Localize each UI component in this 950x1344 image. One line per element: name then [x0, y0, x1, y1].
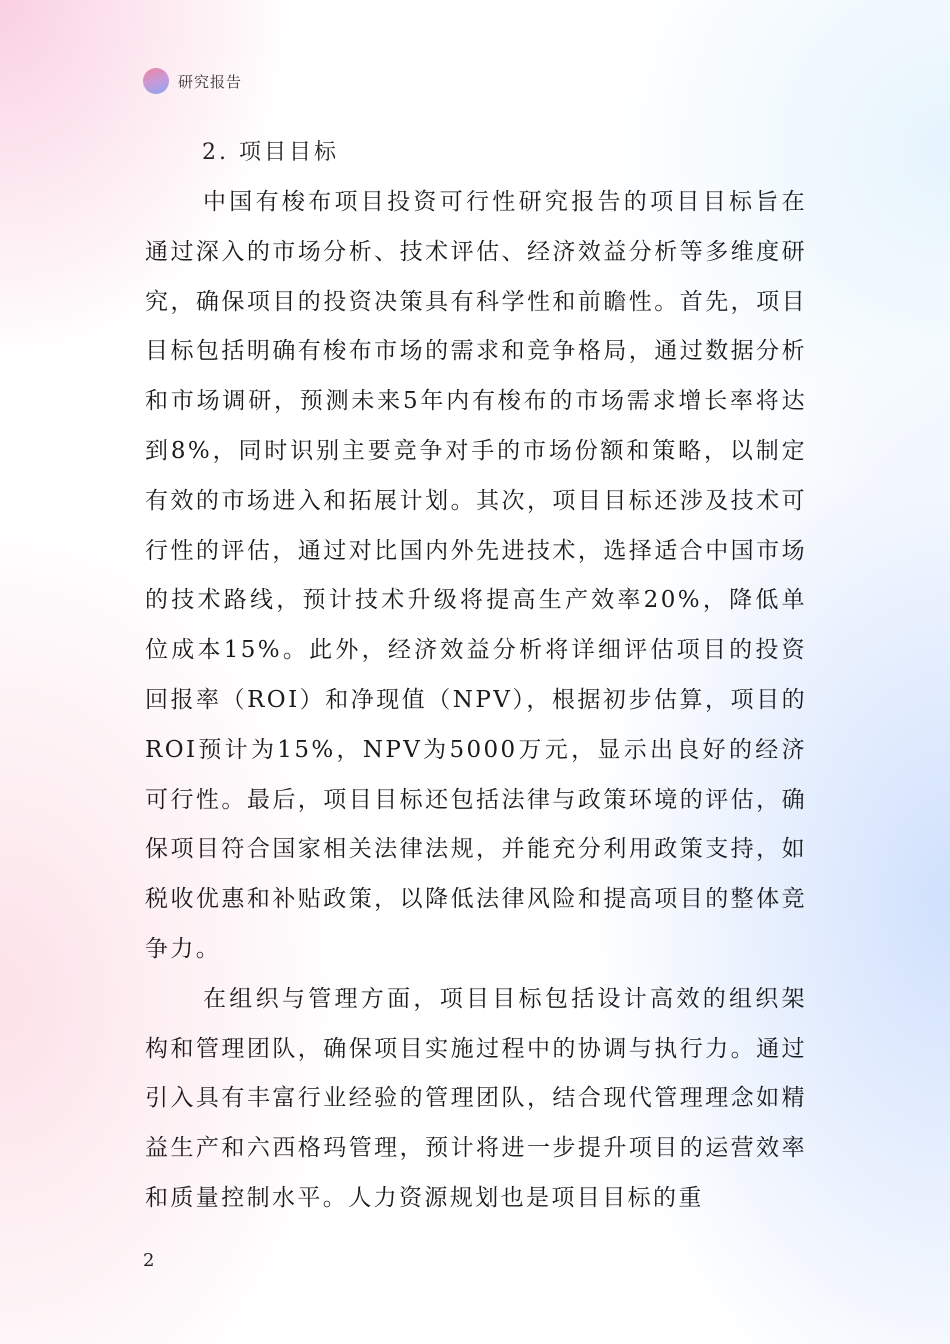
section-heading: 2. 项目目标	[202, 140, 339, 165]
logo-circle-icon	[143, 68, 169, 94]
header-label: 研究报告	[178, 72, 243, 91]
page-number: 2	[143, 1250, 155, 1271]
document-body	[145, 128, 807, 1224]
body-paragraph: 在组织与管理方面，项目目标包括设计高效的组织架构和管理团队，确保项目实施过程中的协调与执行力。通过引入具有丰富行业经验的管理团队，结合现代管理理念如精益生产和六西格玛管理，预计将进一步提升项目的运营效率和质量控制水平。人力资源规划也是项目目标的重	[145, 985, 807, 1211]
document-header	[143, 68, 242, 94]
body-paragraph: 中国有梭布项目投资可行性研究报告的项目目标旨在通过深入的市场分析、技术评估、经济效益分析等多维度研究，确保项目的投资决策具有科学性和前瞻性。首先，项目目标包括明确有梭布市场的需求和竞争格局，通过数据分析和市场调研，预测未来5年内有梭布的市场需求增长率将达到8%，同时识别主要竞争对手的市场份额和策略，以制定有效的市场进入和拓展计划。其次，项目目标还涉及技术可行性的评估，通过对比国内外先进技术，选择适合中国市场的技术路线，预计技术升级将提高生产效率20%，降低单位成本15%。此外，经济效益分析将详细评估项目的投资回报率（ROI）和净现值（NPV），根据初步估算，项目的ROI预计为15%，NPV为5000万元，显示出良好的经济可行性。最后，项目目标还包括法律与政策环境的评估，确保项目符合国家相关法律法规，并能充分利用政策支持，如税收优惠和补贴政策，以降低法律风险和提高项目的整体竞争力。	[145, 189, 807, 962]
